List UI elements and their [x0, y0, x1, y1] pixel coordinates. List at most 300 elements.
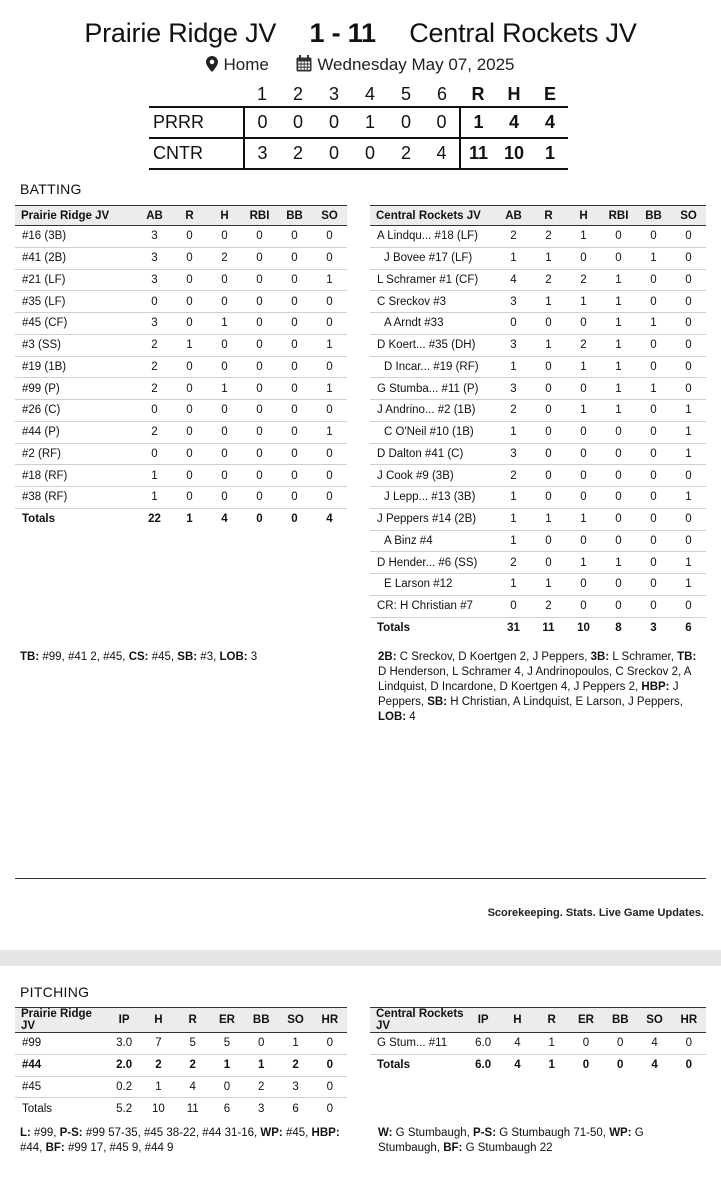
stat-value: 7	[141, 1033, 175, 1055]
player-row	[15, 465, 347, 487]
stat-value: 0	[277, 400, 312, 422]
stat-value: 1	[636, 313, 671, 335]
totals-value: 3	[650, 622, 657, 635]
stat-value: 1	[172, 334, 207, 356]
stat-value: 1	[671, 421, 706, 443]
stat-value: 0	[531, 313, 566, 335]
stat-value: 0	[636, 595, 671, 617]
stat-column-header: SO	[671, 206, 706, 226]
stat-value: 0	[312, 291, 347, 313]
note-text: L Schramer,	[609, 651, 678, 663]
note-text: #3,	[197, 651, 220, 663]
stat-value: 0	[671, 334, 706, 356]
stat-value: 1	[566, 552, 601, 574]
stat-value: 0	[636, 574, 671, 596]
totals-value: 4	[326, 513, 333, 526]
stat-column-header: IP	[107, 1008, 141, 1033]
note-label: SB:	[427, 696, 448, 708]
totals-value: 4	[221, 513, 228, 526]
stat-value: 1	[535, 1033, 569, 1055]
stat-value: 2	[566, 334, 601, 356]
stat-value: 0	[207, 465, 242, 487]
stat-value: 0	[172, 313, 207, 335]
stat-value: 2	[176, 1054, 210, 1076]
stat-value: 0	[671, 313, 706, 335]
totals-value: 6	[685, 622, 692, 635]
stat-value: 0	[636, 269, 671, 291]
stat-value: 0	[601, 443, 636, 465]
stat-value: 1	[671, 574, 706, 596]
player-row	[370, 595, 706, 617]
stat-value: 0	[566, 530, 601, 552]
stat-value: 1	[141, 1076, 175, 1098]
player-name: C Sreckov #3	[370, 291, 496, 313]
totals-row	[15, 508, 347, 530]
batting-table-home	[370, 205, 706, 639]
player-name: L Schramer #1 (CF)	[370, 269, 496, 291]
stat-value: 2	[531, 226, 566, 248]
stat-value: 0	[312, 487, 347, 509]
stat-value: 0	[312, 400, 347, 422]
stat-value: 0	[207, 487, 242, 509]
stat-value: 1	[601, 552, 636, 574]
stat-value: 0	[313, 1076, 347, 1098]
stat-value: 1	[207, 313, 242, 335]
totals-row	[15, 1098, 347, 1120]
stat-value: 1	[601, 269, 636, 291]
player-row	[15, 443, 347, 465]
inning-header: 5	[400, 84, 411, 104]
stat-value: 5	[176, 1033, 210, 1055]
stat-value: 0	[671, 378, 706, 400]
linescore-team: CNTR	[149, 138, 244, 169]
player-name: #26 (C)	[15, 400, 137, 422]
total-hits: 4	[496, 107, 532, 138]
note-label: LOB:	[219, 651, 248, 663]
stat-column-header: H	[500, 1008, 534, 1033]
stat-value: 0	[207, 226, 242, 248]
stat-value: 0	[671, 291, 706, 313]
stat-value: 3	[137, 269, 172, 291]
stat-value: 1	[601, 356, 636, 378]
stat-value: 0	[531, 443, 566, 465]
note-label: WP:	[609, 1127, 632, 1139]
note-label: SB:	[177, 651, 198, 663]
stat-value: 1	[496, 487, 531, 509]
note-text: #44,	[20, 1142, 46, 1154]
stat-value: 0	[277, 378, 312, 400]
stat-value: 0	[566, 443, 601, 465]
player-name: E Larson #12	[370, 574, 496, 596]
stat-value: 1	[601, 291, 636, 313]
totals-value: 0	[685, 1059, 693, 1072]
note-label: 2B:	[378, 651, 397, 663]
note-text: D Henderson, L Schramer 4, J Andrinopoulos, C Sreckov 2, A Lindquist, D Incardone, D Koertgen 4, J Peppers 2,	[378, 666, 691, 693]
player-row	[370, 356, 706, 378]
totals-value: 1	[548, 1059, 555, 1072]
player-name: #21 (LF)	[15, 269, 137, 291]
stat-value: 1	[531, 247, 566, 269]
stat-value: 0	[566, 487, 601, 509]
team-column-header: Central Rockets JV	[370, 206, 496, 226]
totals-row	[370, 617, 706, 639]
totals-value: 1	[186, 513, 193, 526]
total-runs: 11	[460, 138, 496, 169]
stat-value: 0	[636, 356, 671, 378]
stat-value: 0	[636, 443, 671, 465]
totals-value: 0	[582, 1059, 590, 1072]
stat-value: 0	[671, 530, 706, 552]
team-column-header: Central Rockets JV	[370, 1008, 466, 1033]
totals-value: 10	[577, 622, 590, 635]
note-label: BF:	[443, 1142, 463, 1154]
stat-value: 0	[312, 226, 347, 248]
stat-value: 0	[569, 1033, 603, 1055]
stat-value: 0	[172, 443, 207, 465]
stat-value: 1	[566, 508, 601, 530]
inning-header: 1	[256, 84, 267, 104]
totals-label: Totals	[22, 1102, 53, 1115]
page-break-band	[0, 950, 721, 966]
stat-value: 3	[496, 291, 531, 313]
player-name: D Dalton #41 (C)	[370, 443, 496, 465]
note-text: #45,	[282, 1127, 312, 1139]
inning-score: 0	[244, 107, 280, 138]
stat-value: 0	[242, 291, 277, 313]
player-name: #99	[15, 1033, 107, 1055]
stat-value: 0	[172, 291, 207, 313]
stat-value: 0	[242, 269, 277, 291]
stat-value: 4	[176, 1076, 210, 1098]
score-title	[0, 18, 721, 49]
stat-value: 0	[531, 421, 566, 443]
player-name: J Andrino... #2 (1B)	[370, 400, 496, 422]
player-name: J Lepp... #13 (3B)	[370, 487, 496, 509]
stat-value: 6.0	[466, 1033, 500, 1055]
player-row	[15, 487, 347, 509]
stat-value: 0	[172, 226, 207, 248]
total-errors: 1	[532, 138, 568, 169]
totals-label: Totals	[22, 513, 56, 526]
stat-value: 0	[636, 508, 671, 530]
inning-score: 3	[244, 138, 280, 169]
stat-value: 1	[531, 291, 566, 313]
linescore-row-home	[149, 138, 568, 169]
player-name: #44 (P)	[15, 421, 137, 443]
runs-header: R	[471, 84, 485, 104]
stat-value: 0	[242, 247, 277, 269]
player-row	[370, 247, 706, 269]
note-text: G Stumbaugh,	[378, 1127, 644, 1154]
stat-column-header: SO	[637, 1008, 671, 1033]
player-row	[15, 1054, 347, 1076]
stat-value: 0	[242, 443, 277, 465]
totals-value: 4	[651, 1059, 658, 1072]
stat-value: 0	[601, 595, 636, 617]
final-score: 1 - 11	[309, 18, 376, 48]
totals-label: Totals	[377, 1059, 411, 1072]
totals-value: 3	[258, 1102, 265, 1115]
inning-score: 0	[316, 107, 352, 138]
stat-value: 0	[207, 443, 242, 465]
stat-value: 0	[242, 356, 277, 378]
totals-value: 8	[615, 622, 622, 635]
stat-value: 0	[601, 421, 636, 443]
note-text: 3	[247, 651, 258, 663]
stat-value: 1	[671, 552, 706, 574]
stat-value: 0	[277, 465, 312, 487]
stat-value: 2	[566, 269, 601, 291]
stat-value: 0	[601, 530, 636, 552]
stat-value: 0	[566, 465, 601, 487]
pitching-notes-home	[378, 1126, 704, 1156]
stat-value: 0	[242, 378, 277, 400]
batting-notes-home	[378, 650, 704, 725]
note-text: G Stumbaugh 22	[462, 1142, 553, 1154]
home-team-name: Central Rockets JV	[409, 18, 637, 48]
stat-value: 0	[672, 1033, 706, 1055]
stat-value: 1	[312, 334, 347, 356]
player-name: #35 (LF)	[15, 291, 137, 313]
stat-value: 1	[312, 378, 347, 400]
player-row	[15, 247, 347, 269]
stat-value: 1	[207, 378, 242, 400]
stat-column-header: R	[531, 206, 566, 226]
player-name: A Lindqu... #18 (LF)	[370, 226, 496, 248]
stat-value: 0	[207, 334, 242, 356]
stat-column-header: R	[172, 206, 207, 226]
stat-column-header: RBI	[242, 206, 277, 226]
stat-value: 0	[531, 400, 566, 422]
inning-score: 4	[424, 138, 460, 169]
stat-value: 4	[500, 1033, 534, 1055]
stat-value: 0	[636, 421, 671, 443]
stat-value: 3	[137, 247, 172, 269]
player-name: #2 (RF)	[15, 443, 137, 465]
totals-value: 4	[514, 1059, 521, 1072]
location-label: Home	[223, 55, 269, 74]
stat-value: 0	[531, 552, 566, 574]
stat-value: 2.0	[107, 1054, 141, 1076]
totals-value: 0	[256, 513, 263, 526]
player-row	[370, 421, 706, 443]
player-name: G Stumba... #11 (P)	[370, 378, 496, 400]
player-name: #19 (1B)	[15, 356, 137, 378]
stat-column-header: IP	[466, 1008, 500, 1033]
stat-value: 1	[566, 400, 601, 422]
stat-value: 0	[671, 226, 706, 248]
stat-value: 0	[242, 487, 277, 509]
stat-value: 0	[277, 356, 312, 378]
stat-value: 0	[277, 291, 312, 313]
stat-value: 1	[137, 487, 172, 509]
stat-value: 0	[242, 465, 277, 487]
stat-column-header: AB	[496, 206, 531, 226]
stat-value: 3	[137, 313, 172, 335]
player-row	[370, 313, 706, 335]
stat-value: 0	[242, 400, 277, 422]
player-name: J Peppers #14 (2B)	[370, 508, 496, 530]
stat-value: 1	[601, 378, 636, 400]
stat-value: 1	[566, 291, 601, 313]
stat-value: 0	[603, 1033, 637, 1055]
player-name: #45 (CF)	[15, 313, 137, 335]
stat-value: 0	[207, 291, 242, 313]
stat-value: 0	[137, 443, 172, 465]
stat-value: 0	[636, 400, 671, 422]
stat-value: 0	[531, 378, 566, 400]
stat-column-header: H	[207, 206, 242, 226]
linescore-row-away	[149, 107, 568, 138]
note-label: W:	[378, 1127, 393, 1139]
batting-section-title: BATTING	[20, 181, 82, 197]
stat-value: 0	[566, 421, 601, 443]
inning-score: 1	[352, 107, 388, 138]
player-name: A Binz #4	[370, 530, 496, 552]
stat-value: 2	[531, 269, 566, 291]
stat-value: 2	[244, 1076, 278, 1098]
linescore-table	[149, 83, 568, 170]
note-label: HBP:	[641, 681, 670, 693]
stat-value: 1	[496, 421, 531, 443]
away-team-name: Prairie Ridge JV	[84, 18, 277, 48]
stat-value: 1	[496, 574, 531, 596]
hits-header: H	[507, 84, 521, 104]
batting-table-away	[15, 205, 347, 530]
stat-value: 0	[312, 313, 347, 335]
stat-value: 0	[244, 1033, 278, 1055]
stat-value: 0	[312, 356, 347, 378]
player-name: A Arndt #33	[370, 313, 496, 335]
stat-value: 1	[566, 356, 601, 378]
stat-value: 0	[313, 1033, 347, 1055]
stat-value: 0	[207, 421, 242, 443]
stat-value: 0	[496, 595, 531, 617]
stat-value: 0	[207, 269, 242, 291]
stat-value: 0	[277, 247, 312, 269]
note-text: G Stumbaugh 71-50,	[496, 1127, 610, 1139]
stat-value: 0	[671, 465, 706, 487]
stat-value: 0	[636, 530, 671, 552]
stat-value: 0.2	[107, 1076, 141, 1098]
stat-value: 2	[207, 247, 242, 269]
section-divider	[15, 878, 706, 879]
pitching-section-title: PITCHING	[20, 984, 90, 1000]
player-row	[15, 378, 347, 400]
stat-value: 2	[137, 378, 172, 400]
date-label: Wednesday May 07, 2025	[317, 55, 515, 74]
stat-column-header: R	[176, 1008, 210, 1033]
stat-value: 0	[601, 465, 636, 487]
player-row	[370, 465, 706, 487]
totals-value: 5.2	[116, 1102, 133, 1115]
inning-header: 4	[364, 84, 375, 104]
stat-value: 0	[312, 465, 347, 487]
inning-score: 2	[388, 138, 424, 169]
stat-value: 1	[566, 226, 601, 248]
stat-value: 0	[601, 487, 636, 509]
stat-value: 0	[566, 313, 601, 335]
note-text: 4	[406, 711, 416, 723]
stat-value: 0	[277, 487, 312, 509]
stat-value: 1	[137, 465, 172, 487]
stat-value: 0	[277, 334, 312, 356]
note-text: J Peppers,	[378, 681, 679, 708]
stat-value: 0	[172, 465, 207, 487]
stat-value: 0	[242, 226, 277, 248]
inning-score: 0	[280, 107, 316, 138]
player-row	[15, 1076, 347, 1098]
inning-score: 0	[424, 107, 460, 138]
stat-column-header: H	[141, 1008, 175, 1033]
totals-value: 0	[617, 1059, 624, 1072]
stat-value: 0	[496, 313, 531, 335]
player-name: #18 (RF)	[15, 465, 137, 487]
player-name: D Koert... #35 (DH)	[370, 334, 496, 356]
player-name: #38 (RF)	[15, 487, 137, 509]
game-meta	[0, 55, 721, 77]
location-pin-icon	[206, 56, 218, 77]
linescore-team: PRRR	[149, 107, 244, 138]
stat-value: 1	[601, 400, 636, 422]
stat-column-header: AB	[137, 206, 172, 226]
stat-value: 1	[278, 1033, 312, 1055]
stat-value: 0	[137, 400, 172, 422]
stat-value: 4	[496, 269, 531, 291]
note-text: H Christian, A Lindquist, E Larson, J Peppers,	[447, 696, 683, 708]
player-row	[370, 400, 706, 422]
totals-value: 31	[507, 622, 520, 635]
stat-value: 0	[172, 487, 207, 509]
player-name: #41 (2B)	[15, 247, 137, 269]
stat-value: 1	[601, 334, 636, 356]
totals-value: 22	[148, 513, 161, 526]
stat-value: 1	[636, 378, 671, 400]
team-column-header: Prairie Ridge JV	[15, 206, 137, 226]
stat-value: 2	[137, 421, 172, 443]
player-row	[370, 1033, 706, 1055]
stat-value: 1	[496, 530, 531, 552]
stat-value: 0	[172, 378, 207, 400]
stat-value: 0	[531, 356, 566, 378]
player-name: #3 (SS)	[15, 334, 137, 356]
stat-value: 0	[172, 269, 207, 291]
stat-value: 0	[531, 465, 566, 487]
player-row	[370, 334, 706, 356]
stat-value: 0	[277, 421, 312, 443]
stat-value: 0	[172, 356, 207, 378]
stat-column-header: BB	[277, 206, 312, 226]
stat-value: 0	[207, 400, 242, 422]
stat-value: 0	[313, 1054, 347, 1076]
note-text: #99,	[30, 1127, 60, 1139]
note-text: G Stumbaugh,	[392, 1127, 474, 1139]
player-row	[370, 530, 706, 552]
player-name: J Cook #9 (3B)	[370, 465, 496, 487]
stat-column-header: HR	[672, 1008, 706, 1033]
stat-value: 0	[601, 574, 636, 596]
note-text: #99 57-35, #45 38-22, #44 31-16,	[82, 1127, 261, 1139]
stat-value: 1	[531, 334, 566, 356]
stat-value: 2	[496, 465, 531, 487]
player-row	[370, 291, 706, 313]
stat-value: 3	[278, 1076, 312, 1098]
player-row	[15, 356, 347, 378]
stat-column-header: SO	[312, 206, 347, 226]
player-name: #44	[15, 1054, 107, 1076]
stat-value: 2	[137, 356, 172, 378]
player-name: G Stum... #11	[370, 1033, 466, 1055]
